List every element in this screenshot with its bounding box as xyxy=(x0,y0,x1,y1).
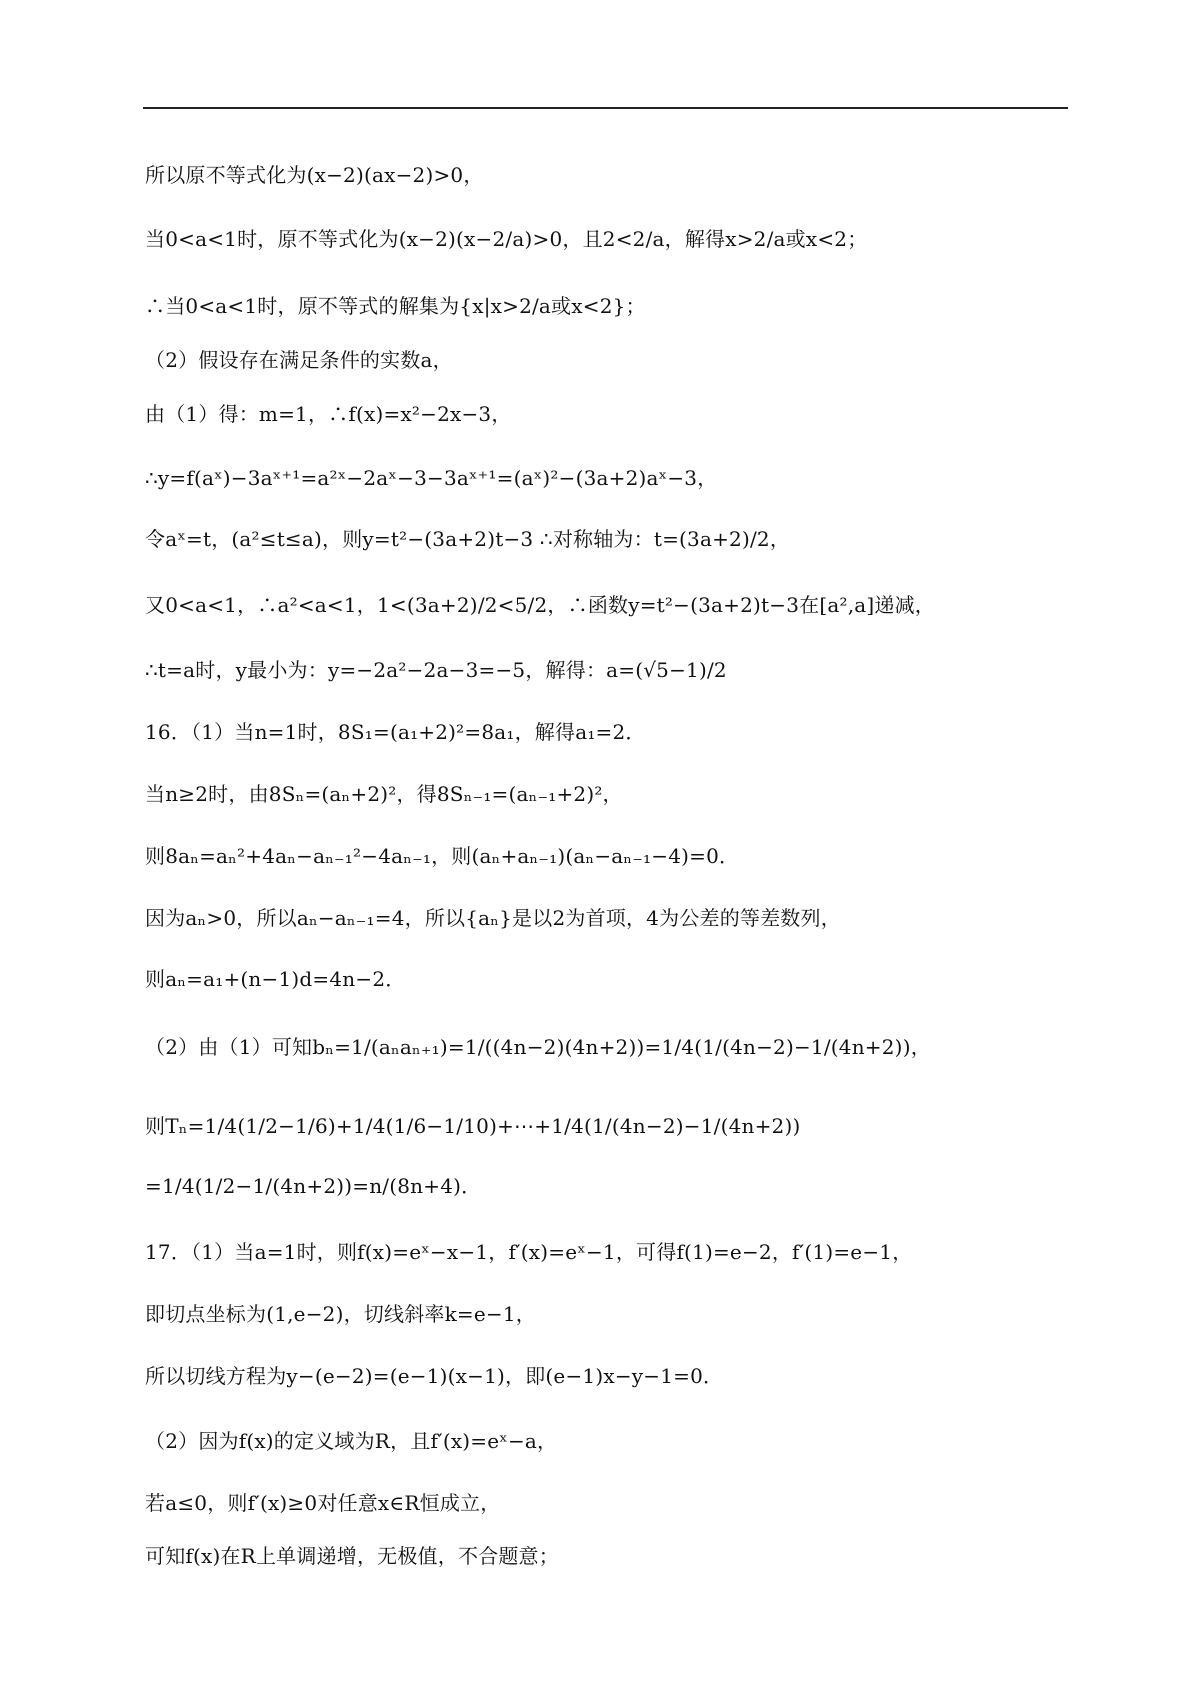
text-line: ∴t=a时，y最小为：y=−2a²−2a−3=−5，解得：a=(√5−1)/2 xyxy=(145,658,727,682)
text-line: 则8aₙ=aₙ²+4aₙ−aₙ₋₁²−4aₙ₋₁，则(aₙ+aₙ₋₁)(aₙ−aₙ₋₁−4)=0． xyxy=(145,844,740,868)
text-line: 所以切线方程为y−(e−2)=(e−1)(x−1)，即(e−1)x−y−1=0． xyxy=(145,1364,724,1388)
text-line: 16．（1）当n=1时，8S₁=(a₁+2)²=8a₁，解得a₁=2． xyxy=(145,720,646,744)
text-line: 因为aₙ>0，所以aₙ−aₙ₋₁=4，所以{aₙ}是以2为首项，4为公差的等差数列， xyxy=(145,906,841,930)
text-line: 若a≤0，则f′(x)≥0对任意x∈R恒成立， xyxy=(145,1491,501,1515)
text-line: =1/4(1/2−1/(4n+2))=n/(8n+4)． xyxy=(145,1174,482,1198)
text-line: 所以原不等式化为(x−2)(ax−2)>0， xyxy=(145,163,484,187)
text-line: 可知f(x)在R上单调递增，无极值，不合题意； xyxy=(145,1544,559,1568)
text-line: ∴当0<a<1时，原不等式的解集为{x|x>2/a或x<2}； xyxy=(145,294,646,318)
text-line: 则Tₙ=1/4(1/2−1/6)+1/4(1/6−1/10)+⋯+1/4(1/(4n−2)−1/(4n+2)) xyxy=(145,1114,801,1138)
text-line: 则aₙ=a₁+(n−1)d=4n−2． xyxy=(145,967,406,991)
text-line: 即切点坐标为(1,e−2)，切线斜率k=e−1， xyxy=(145,1302,537,1326)
text-line: 当0<a<1时，原不等式化为(x−2)(x−2/a)>0，且2<2/a，解得x>2/a或x<2； xyxy=(145,227,868,251)
text-line: （2）由（1）可知bₙ=1/(aₙaₙ₊₁)=1/((4n−2)(4n+2))=1/4(1/(4n−2)−1/(4n+2))， xyxy=(145,1035,931,1059)
text-line: （2）因为f(x)的定义域为R，且f′(x)=eˣ−a， xyxy=(145,1429,558,1453)
text-line: ∴y=f(aˣ)−3aˣ⁺¹=a²ˣ−2aˣ−3−3aˣ⁺¹=(aˣ)²−(3a+2)aˣ−3， xyxy=(145,466,718,490)
text-line: 当n≥2时，由8Sₙ=(aₙ+2)²，得8Sₙ₋₁=(aₙ₋₁+2)²， xyxy=(145,782,623,806)
text-line: （2）假设存在满足条件的实数a， xyxy=(145,348,453,372)
text-line: 17．（1）当a=1时，则f(x)=eˣ−x−1，f′(x)=eˣ−1，可得f(1)=e−2，f′(1)=e−1， xyxy=(145,1240,913,1264)
text-line: 由（1）得：m=1，∴f(x)=x²−2x−3， xyxy=(145,402,512,426)
text-line: 令aˣ=t，(a²≤t≤a)，则y=t²−(3a+2)t−3 ∴对称轴为：t=(3a+2)/2， xyxy=(145,527,791,551)
text-line: 又0<a<1，∴a²<a<1，1<(3a+2)/2<5/2，∴函数y=t²−(3a+2)t−3在[a²,a]递减， xyxy=(145,593,935,617)
header-rule xyxy=(143,107,1068,109)
